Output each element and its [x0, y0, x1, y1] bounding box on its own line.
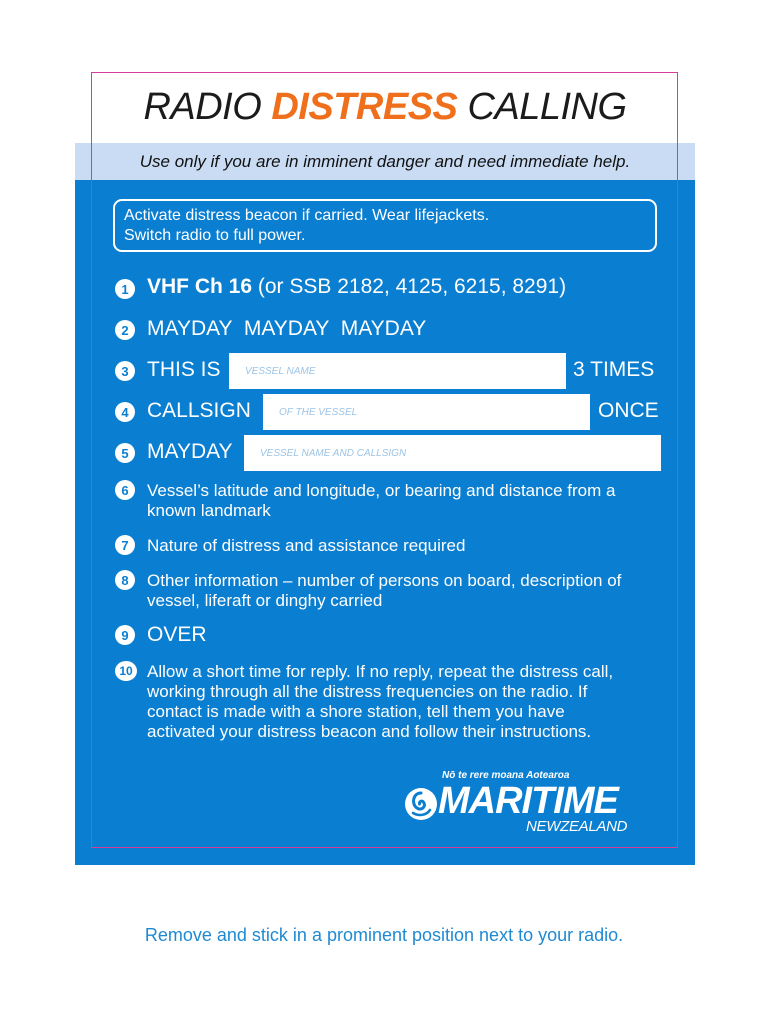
title-part-radio: RADIO: [143, 86, 272, 128]
page-title: [75, 86, 695, 129]
subtitle-text: Use only if you are in imminent danger and need immediate help.: [139, 151, 631, 171]
notice-box: [113, 199, 657, 252]
step-number-6: 6: [115, 480, 135, 500]
maritime-nz-logo: [400, 768, 660, 838]
step-9-text: OVER: [147, 623, 207, 646]
vessel-name-callsign-placeholder: VESSEL NAME AND CALLSIGN: [260, 447, 407, 459]
step-1-text: [147, 275, 566, 299]
step-number-5: 5: [115, 443, 135, 463]
title-accent-distress: DISTRESS: [271, 86, 458, 128]
vessel-name-callsign-field[interactable]: [244, 435, 661, 471]
logo-subtitle: NEWZEALAND: [526, 818, 628, 835]
step-number-4: 4: [115, 402, 135, 422]
vessel-name-placeholder: VESSEL NAME: [245, 365, 316, 377]
step-1-alternates: (or SSB 2182, 4125, 6215, 8291): [252, 275, 567, 298]
step-7-text: Nature of distress and assistance required: [147, 536, 466, 555]
step-number-9: 9: [115, 625, 135, 645]
step-4-label: CALLSIGN: [147, 399, 251, 422]
step-3-label: THIS IS: [147, 358, 221, 381]
title-part-calling: CALLING: [457, 86, 627, 128]
subtitle-bar: [75, 143, 695, 180]
callsign-field[interactable]: [263, 394, 590, 430]
logo-wordmark: MARITIME: [438, 780, 618, 822]
vessel-name-field[interactable]: [229, 353, 566, 389]
step-3-suffix: 3 TIMES: [573, 358, 655, 381]
step-8-text: Other information – number of persons on board, description of vessel, liferaft or dinghy carried: [147, 571, 622, 610]
logo-tagline: Nō te rere moana Aotearoa: [442, 770, 570, 781]
step-number-1: 1: [115, 279, 135, 299]
step-5-label: MAYDAY: [147, 440, 233, 463]
notice-line-1: Activate distress beacon if carried. Wear lifejackets.: [124, 207, 490, 224]
step-number-10: 10: [115, 661, 137, 681]
step-10-text: Allow a short time for reply. If no reply, repeat the distress call, working through all the distress frequencies on the radio. If contact is made with a shore station, tell them you have activated your distress beacon and follow their instructions.: [147, 662, 614, 741]
step-4-suffix: ONCE: [598, 399, 659, 422]
koru-icon: [403, 786, 439, 822]
step-number-3: 3: [115, 361, 135, 381]
step-1-channel: VHF Ch 16: [147, 275, 253, 298]
step-number-8: 8: [115, 570, 135, 590]
callsign-placeholder: OF THE VESSEL: [279, 406, 358, 418]
step-2-text: MAYDAY MAYDAY MAYDAY: [147, 317, 427, 340]
step-6-text: Vessel’s latitude and longitude, or bearing and distance from a known landmark: [147, 481, 616, 520]
step-number-7: 7: [115, 535, 135, 555]
footer-instruction: Remove and stick in a prominent position next to your radio.: [144, 925, 624, 945]
step-number-2: 2: [115, 320, 135, 340]
notice-line-2: Switch radio to full power.: [124, 227, 306, 244]
